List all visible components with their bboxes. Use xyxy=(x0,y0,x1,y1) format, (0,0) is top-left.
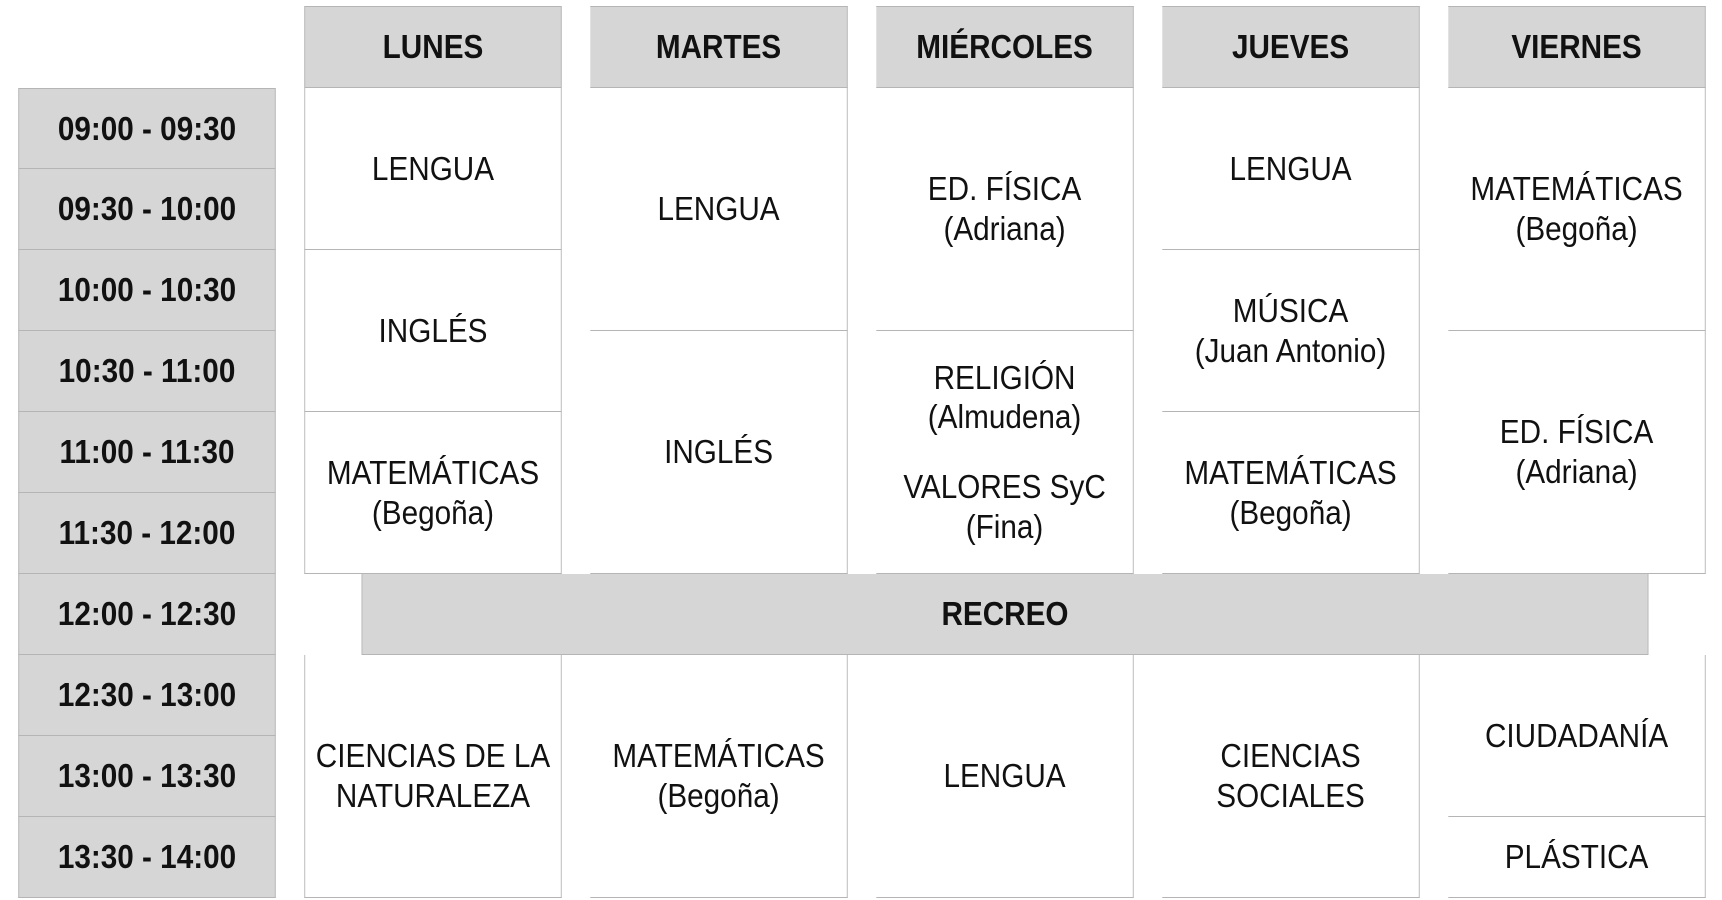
teacher-label: (Begoña) xyxy=(657,777,780,814)
teacher-label: (Begoña) xyxy=(1229,493,1352,531)
time-slot: 11:00 - 11:30 xyxy=(18,412,275,493)
class-jueves-lengua xyxy=(1162,88,1419,250)
time-slot: 12:30 - 13:00 xyxy=(18,655,275,736)
class-lunes-lengua xyxy=(304,88,561,250)
teacher-label: (Juan Antonio) xyxy=(1194,331,1387,369)
subject-label: ED. FÍSICA xyxy=(927,170,1082,208)
teacher-label: (Adriana) xyxy=(943,210,1066,247)
subject-label: MATEMÁTICAS xyxy=(1470,170,1683,208)
subject-label: INGLÉS xyxy=(378,311,488,349)
time-slot: 13:30 - 14:00 xyxy=(18,817,275,898)
subject-label: MATEMÁTICAS xyxy=(612,737,825,775)
class-lunes-matematicas xyxy=(304,412,561,574)
subject-label: CIENCIAS DE LA xyxy=(315,737,551,775)
class-viernes-ciudadania xyxy=(1448,655,1705,817)
subject-label: MATEMÁTICAS xyxy=(326,453,540,491)
class-viernes-edfisica xyxy=(1448,331,1705,574)
subject-label: MATEMÁTICAS xyxy=(1184,453,1397,491)
time-slot: 10:00 - 10:30 xyxy=(18,250,275,331)
class-martes-lengua xyxy=(590,88,847,331)
subject-label: RELIGIÓN xyxy=(933,358,1076,396)
time-slot: 10:30 - 11:00 xyxy=(18,331,275,412)
subject-label: SOCIALES xyxy=(1216,777,1365,814)
teacher-label: (Fina) xyxy=(965,507,1044,545)
teacher-label: (Begoña) xyxy=(371,493,495,531)
day-header-jueves: JUEVES xyxy=(1162,6,1419,88)
teacher-label: (Almudena) xyxy=(927,398,1082,436)
class-martes-matematicas xyxy=(590,655,847,898)
subject-label: LENGUA xyxy=(657,190,780,228)
day-header-viernes: VIERNES xyxy=(1448,6,1705,88)
teacher-label: (Begoña) xyxy=(1515,210,1638,247)
subject-label: LENGUA xyxy=(1229,149,1352,187)
teacher-label: (Adriana) xyxy=(1515,453,1638,490)
time-slot: 11:30 - 12:00 xyxy=(18,493,275,574)
class-miercoles-edfisica xyxy=(876,88,1133,331)
class-lunes-ingles xyxy=(304,250,561,412)
recreo-banner: RECREO xyxy=(362,574,1649,655)
subject-label: ED. FÍSICA xyxy=(1499,413,1654,451)
class-miercoles-religion-valores xyxy=(876,331,1133,574)
corner-cell xyxy=(4,6,290,88)
time-slot: 13:00 - 13:30 xyxy=(18,736,275,817)
subject-label: NATURALEZA xyxy=(335,777,531,814)
subject-label: MÚSICA xyxy=(1232,291,1349,329)
subject-label: CIUDADANÍA xyxy=(1484,716,1669,754)
day-header-lunes: LUNES xyxy=(304,6,561,88)
subject-label: LENGUA xyxy=(943,757,1066,795)
class-viernes-matematicas xyxy=(1448,88,1705,331)
subject-label: PLÁSTICA xyxy=(1504,838,1649,876)
time-slot: 09:30 - 10:00 xyxy=(18,169,275,250)
subject-label: VALORES SyC xyxy=(903,468,1106,505)
subject-label: INGLÉS xyxy=(664,433,774,471)
class-jueves-musica xyxy=(1162,250,1419,412)
class-viernes-plastica xyxy=(1448,817,1705,898)
time-slot: 09:00 - 09:30 xyxy=(18,88,275,169)
class-jueves-ciencias-sociales xyxy=(1162,655,1419,898)
day-header-martes: MARTES xyxy=(590,6,847,88)
subject-label: CIENCIAS xyxy=(1220,737,1361,775)
class-martes-ingles xyxy=(590,331,847,574)
class-miercoles-lengua xyxy=(876,655,1133,898)
class-jueves-matematicas xyxy=(1162,412,1419,574)
timetable xyxy=(4,6,1720,898)
day-header-miercoles: MIÉRCOLES xyxy=(876,6,1133,88)
class-lunes-ciencias-naturaleza xyxy=(304,655,561,898)
subject-label: LENGUA xyxy=(371,149,495,187)
time-slot: 12:00 - 12:30 xyxy=(18,574,275,655)
